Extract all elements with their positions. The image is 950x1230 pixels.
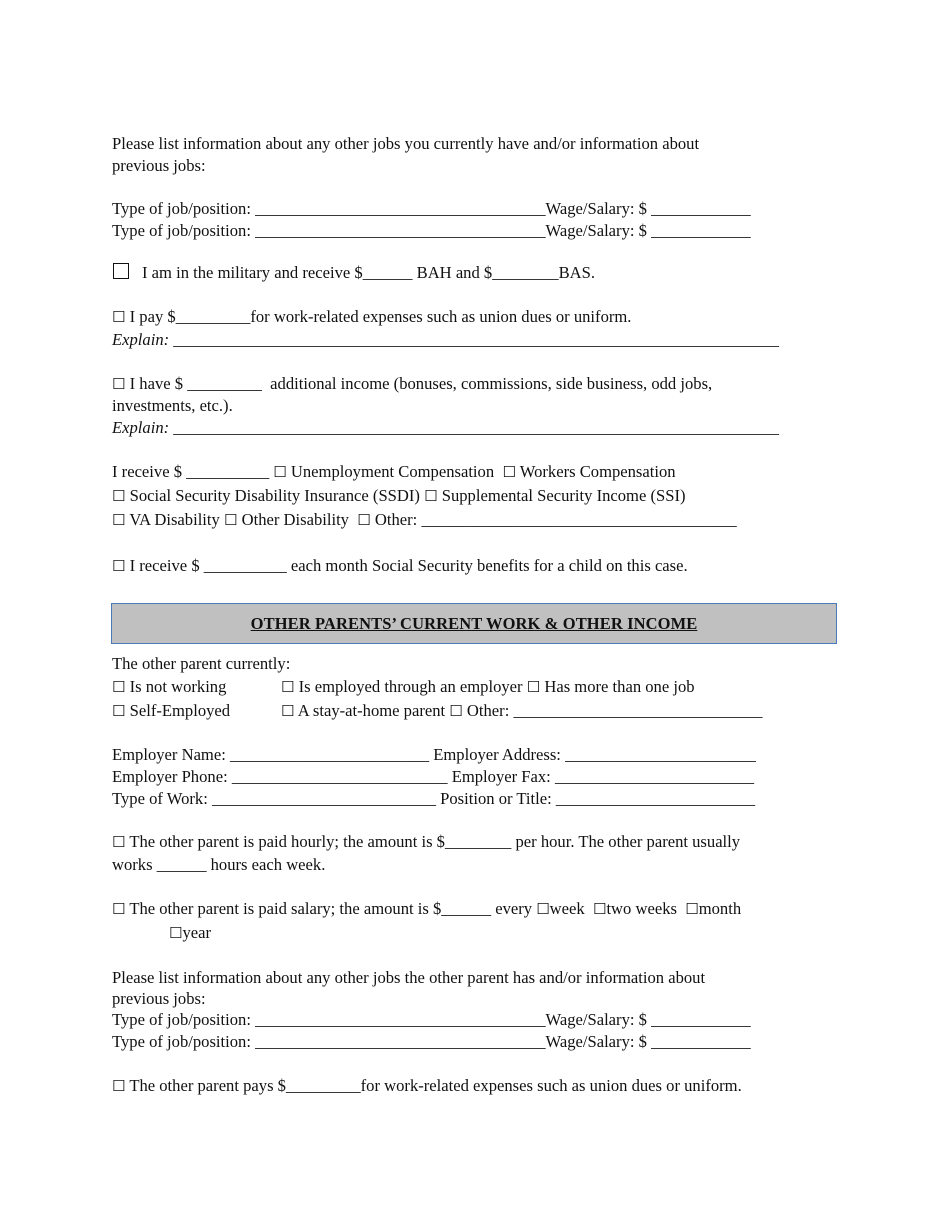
position-title-field[interactable]: ________________________ (555, 789, 756, 808)
child-ss-text: I receive $ __________ each month Social Security benefits for a child on this case. (129, 556, 688, 575)
status-row-1 (112, 676, 226, 698)
job-label: Type of job/position: (112, 1032, 256, 1051)
employer-row-3 (112, 788, 755, 810)
employer-fax-field[interactable]: ________________________ (554, 767, 755, 786)
other-jobs-intro: Please list information about any other jobs the other parent has and/or information about (112, 968, 706, 987)
wage-field[interactable]: ____________ (651, 1010, 751, 1029)
year-label: year (182, 923, 212, 942)
wage-field[interactable]: ____________ (651, 1032, 751, 1051)
stay-home-label: A stay-at-home parent (297, 701, 446, 720)
other-expenses-checkbox[interactable]: ☐ (112, 1077, 126, 1095)
unemployment-label: Unemployment Compensation (290, 462, 495, 481)
additional-income-checkbox[interactable]: ☐ (112, 375, 126, 393)
status-other-field[interactable]: ______________________________ (513, 701, 763, 720)
two-weeks-label: two weeks (606, 899, 677, 918)
job-row (112, 1031, 751, 1053)
employed-label: Is employed through an employer (298, 677, 523, 696)
job-position-field[interactable]: ___________________________________ (255, 199, 546, 218)
benefits-other-field[interactable]: ______________________________________ (421, 510, 737, 529)
other-expenses-text: The other parent pays $_________for work-related expenses such as union dues or uniform. (129, 1076, 742, 1095)
additional-income-text-cont: investments, etc.). (112, 396, 233, 415)
hourly-text-cont: works ______ hours each week. (112, 855, 326, 874)
explain-field[interactable]: _________________________________________________________________________ (173, 418, 779, 437)
job-row (112, 220, 751, 242)
other-parent-currently: The other parent currently: (112, 654, 291, 673)
status-row-2 (112, 700, 230, 722)
unemployment-checkbox[interactable]: ☐ (273, 463, 287, 481)
other-disability-checkbox[interactable]: ☐ (223, 511, 238, 529)
expenses-row (112, 306, 631, 328)
workers-comp-label: Workers Compensation (519, 462, 676, 481)
child-ss-row (112, 555, 688, 577)
salary-row (112, 898, 741, 920)
not-working-label: Is not working (129, 677, 227, 696)
job-label: Type of job/position: (112, 221, 256, 240)
hourly-row (112, 831, 740, 853)
week-checkbox[interactable]: ☐ (536, 900, 550, 918)
wage-label: Wage/Salary: $ (545, 1010, 652, 1029)
benefits-other-label: Other: (374, 510, 422, 529)
hourly-checkbox[interactable]: ☐ (112, 833, 126, 851)
section-header (111, 603, 837, 644)
employer-row-1 (112, 744, 756, 766)
wage-field[interactable]: ____________ (651, 199, 751, 218)
status-row-2b (281, 700, 762, 722)
expenses-checkbox[interactable]: ☐ (112, 308, 126, 326)
job-position-field[interactable]: ___________________________________ (255, 1032, 546, 1051)
wage-label: Wage/Salary: $ (545, 199, 652, 218)
more-than-one-checkbox[interactable]: ☐ (526, 678, 541, 696)
job-row (112, 1009, 751, 1031)
va-disability-checkbox[interactable]: ☐ (112, 511, 126, 529)
benefits-row-2 (112, 485, 686, 507)
employed-checkbox[interactable]: ☐ (281, 678, 295, 696)
self-employed-label: Self-Employed (129, 701, 231, 720)
month-checkbox[interactable]: ☐ (685, 900, 699, 918)
intro-text-cont: previous jobs: (112, 156, 206, 175)
explain-label: Explain: (112, 418, 170, 437)
salary-text: The other parent is paid salary; the amount is $______ every (129, 899, 537, 918)
week-label: week (549, 899, 585, 918)
ssi-label: Supplemental Security Income (SSI) (441, 486, 686, 505)
additional-income-row (112, 373, 712, 395)
self-employed-checkbox[interactable]: ☐ (112, 702, 126, 720)
intro-text: Please list information about any other jobs you currently have and/or information about (112, 134, 700, 153)
explain-row (112, 329, 779, 351)
benefits-row-3 (112, 509, 737, 531)
employer-phone-label: Employer Phone: (112, 767, 232, 786)
wage-field[interactable]: ____________ (651, 221, 751, 240)
two-weeks-checkbox[interactable]: ☐ (592, 900, 607, 918)
receive-amount: I receive $ __________ (112, 462, 274, 481)
additional-income-text: I have $ _________ additional income (bonuses, commissions, side business, odd jobs, (129, 374, 713, 393)
explain-field[interactable]: _________________________________________________________________________ (173, 330, 779, 349)
military-text: I am in the military and receive $______ BAH and $________BAS. (142, 263, 596, 282)
type-of-work-label: Type of Work: (112, 789, 212, 808)
status-other-label: Other: (466, 701, 514, 720)
employer-name-field[interactable]: ________________________ (229, 745, 430, 764)
more-than-one-label: Has more than one job (544, 677, 695, 696)
hourly-text: The other parent is paid hourly; the amount is $________ per hour. The other parent usually (129, 832, 741, 851)
ssdi-label: Social Security Disability Insurance (SSDI) (129, 486, 420, 505)
explain-row (112, 417, 779, 439)
wage-label: Wage/Salary: $ (545, 221, 652, 240)
employer-phone-field[interactable]: __________________________ (231, 767, 448, 786)
salary-checkbox[interactable]: ☐ (112, 900, 126, 918)
position-title-label: Position or Title: (440, 789, 556, 808)
type-of-work-field[interactable]: ___________________________ (211, 789, 436, 808)
employer-address-label: Employer Address: (433, 745, 566, 764)
employer-name-label: Employer Name: (112, 745, 230, 764)
salary-year-row (169, 922, 211, 944)
ssdi-checkbox[interactable]: ☐ (112, 487, 126, 505)
job-label: Type of job/position: (112, 199, 256, 218)
year-checkbox[interactable]: ☐ (169, 924, 183, 942)
month-label: month (698, 899, 742, 918)
va-disability-label: VA Disability (129, 510, 220, 529)
employer-address-field[interactable]: _______________________ (565, 745, 756, 764)
job-row (112, 198, 751, 220)
status-row-1b (281, 676, 695, 698)
expenses-text: I pay $_________for work-related expenses such as union dues or uniform. (129, 307, 632, 326)
job-position-field[interactable]: ___________________________________ (255, 1010, 546, 1029)
employer-fax-label: Employer Fax: (451, 767, 555, 786)
section-title: OTHER PARENTS’ CURRENT WORK & OTHER INCOME (250, 613, 698, 633)
benefits-row-1 (112, 461, 676, 483)
military-checkbox[interactable] (113, 263, 129, 279)
benefits-other-checkbox[interactable]: ☐ (357, 511, 371, 529)
status-other-checkbox[interactable]: ☐ (449, 702, 463, 720)
workers-comp-checkbox[interactable]: ☐ (502, 463, 516, 481)
child-ss-checkbox[interactable]: ☐ (112, 557, 126, 575)
explain-label: Explain: (112, 330, 170, 349)
other-disability-label: Other Disability (241, 510, 349, 529)
ssi-checkbox[interactable]: ☐ (424, 487, 438, 505)
employer-row-2 (112, 766, 754, 788)
other-jobs-intro-cont: previous jobs: (112, 989, 206, 1008)
stay-home-checkbox[interactable]: ☐ (281, 702, 295, 720)
job-position-field[interactable]: ___________________________________ (255, 221, 546, 240)
job-label: Type of job/position: (112, 1010, 256, 1029)
wage-label: Wage/Salary: $ (545, 1032, 652, 1051)
not-working-checkbox[interactable]: ☐ (112, 678, 126, 696)
other-expenses-row (112, 1075, 742, 1097)
